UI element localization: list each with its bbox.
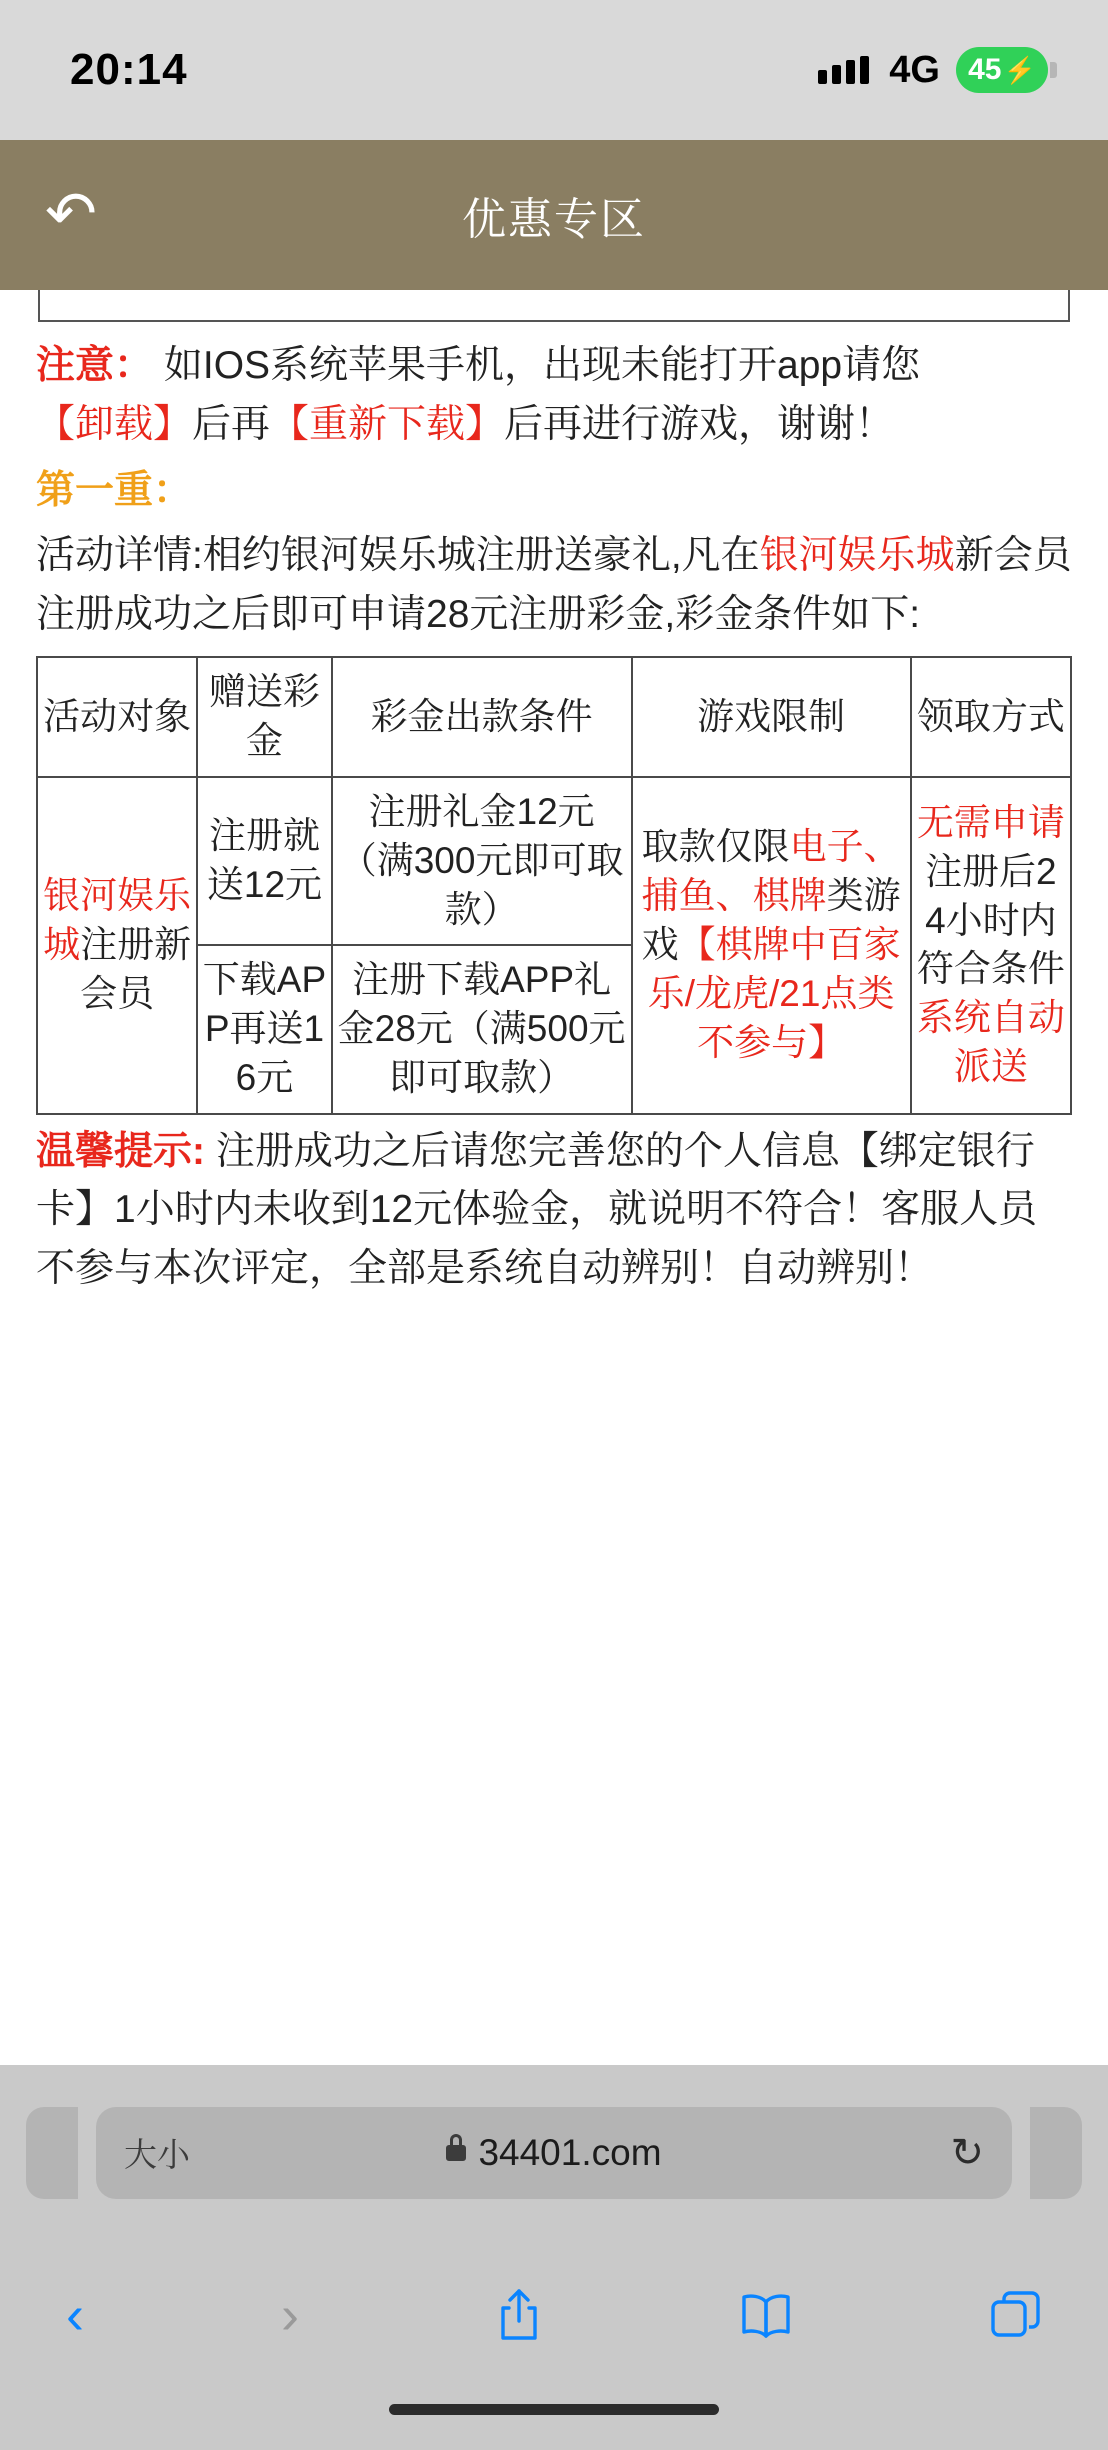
warm-tips-paragraph <box>36 1123 1072 1299</box>
cell-condition-1: 注册礼金12元（满300元即可取款） <box>332 777 632 945</box>
back-arrow-icon[interactable]: ↶ <box>45 180 97 249</box>
claim-black: 注册后24小时内符合条件 <box>916 850 1065 990</box>
cell-activity-object <box>37 777 197 1114</box>
game-limit-red-2: 【棋牌中百家乐/龙虎/21点类不参与】 <box>647 924 901 1063</box>
status-bar <box>0 0 1108 140</box>
reload-icon[interactable]: ↻ <box>950 2130 984 2175</box>
notice-text-1: 如IOS系统苹果手机，出现未能打开app请您 <box>163 344 921 387</box>
battery-charging-icon: ⚡ <box>1003 54 1036 85</box>
battery-percent-label: 45 <box>968 53 1002 86</box>
table-header-condition: 彩金出款条件 <box>332 657 632 777</box>
table-header-game-limit: 游戏限制 <box>632 657 911 777</box>
section-title <box>36 461 1072 520</box>
share-icon[interactable] <box>496 2287 542 2343</box>
lock-icon <box>446 2145 466 2161</box>
next-tab-edge[interactable] <box>1030 2107 1082 2199</box>
chevron-right-icon[interactable]: › <box>280 2285 299 2345</box>
notice-paragraph <box>36 336 1072 455</box>
table-header-object: 活动对象 <box>37 657 197 777</box>
table-header-bonus: 赠送彩金 <box>197 657 331 777</box>
app-header <box>0 140 1108 290</box>
battery-tip <box>1050 62 1057 78</box>
home-indicator-bar <box>389 2404 719 2415</box>
warm-tips-text: 注册成功之后请您完善您的个人信息【绑定银行卡】1小时内未收到12元体验金，就说明不符合！客服人员不参与本次评定，全部是系统自动辨别！自动辨别！ <box>36 1129 1038 1290</box>
cell-bonus-1: 注册就送12元 <box>197 777 331 945</box>
web-content <box>0 290 1108 2065</box>
table-top-edge <box>38 290 1070 322</box>
activity-detail-paragraph <box>36 526 1072 645</box>
cell-condition-2: 注册下载APP礼金28元（满500元即可取款） <box>332 945 632 1113</box>
game-limit-red-1: 电子、捕鱼、棋牌 <box>641 826 901 917</box>
content-fade <box>0 2039 1108 2065</box>
url-text: 34401.com <box>478 2131 662 2173</box>
signal-strength-icon <box>818 56 869 84</box>
notice-tag-2: 【重新下载】 <box>270 403 505 447</box>
chevron-left-icon[interactable]: ‹ <box>66 2285 84 2345</box>
promo-table <box>36 656 1072 1115</box>
detail-part-2: 新会员注册成功之后即可申请28元注册彩金,彩金条件如下: <box>36 533 1072 637</box>
game-limit-text-2: 类游戏 <box>641 875 901 966</box>
home-indicator <box>0 2390 1108 2450</box>
table-row <box>37 777 1071 945</box>
notice-label: 注意： <box>36 344 154 387</box>
notice-tag-1: 【卸载】 <box>36 403 193 447</box>
cell-object-red: 银河娱乐城 <box>43 875 192 966</box>
text-size-button[interactable]: 大小 <box>124 2136 190 2173</box>
battery-indicator <box>956 47 1048 93</box>
previous-tab-edge[interactable] <box>26 2107 78 2199</box>
claim-red-2: 系统自动派送 <box>916 997 1065 1088</box>
cell-object-black: 注册新会员 <box>80 924 192 1014</box>
notice-text-2: 后再 <box>192 403 271 447</box>
detail-highlight-1: 银河娱乐城 <box>759 533 955 577</box>
notice-text-3: 后再进行游戏，谢谢！ <box>504 403 895 447</box>
game-limit-text-1: 取款仅限 <box>641 826 790 868</box>
detail-part-1: 活动详情:相约银河娱乐城注册送豪礼,凡在 <box>36 533 760 577</box>
cell-claim-method <box>911 777 1071 1114</box>
browser-toolbar <box>0 2240 1108 2390</box>
warm-tips-title: 温馨提示: <box>36 1129 205 1173</box>
url-center <box>96 2132 1012 2174</box>
section-title-text: 第一重： <box>36 468 193 512</box>
network-type-label: 4G <box>889 48 940 91</box>
url-input[interactable] <box>96 2107 1012 2199</box>
cell-bonus-2: 下载APP再送16元 <box>197 945 331 1113</box>
table-header-row <box>37 657 1071 777</box>
tabs-icon[interactable] <box>990 2290 1042 2340</box>
cell-game-limit <box>632 777 911 1114</box>
status-indicators <box>818 47 1048 93</box>
page-title: 优惠专区 <box>462 195 646 244</box>
status-time: 20:14 <box>70 45 188 94</box>
table-header-claim: 领取方式 <box>911 657 1071 777</box>
claim-red-1: 无需申请 <box>916 801 1065 843</box>
book-icon[interactable] <box>739 2291 793 2339</box>
browser-address-bar <box>0 2065 1108 2240</box>
